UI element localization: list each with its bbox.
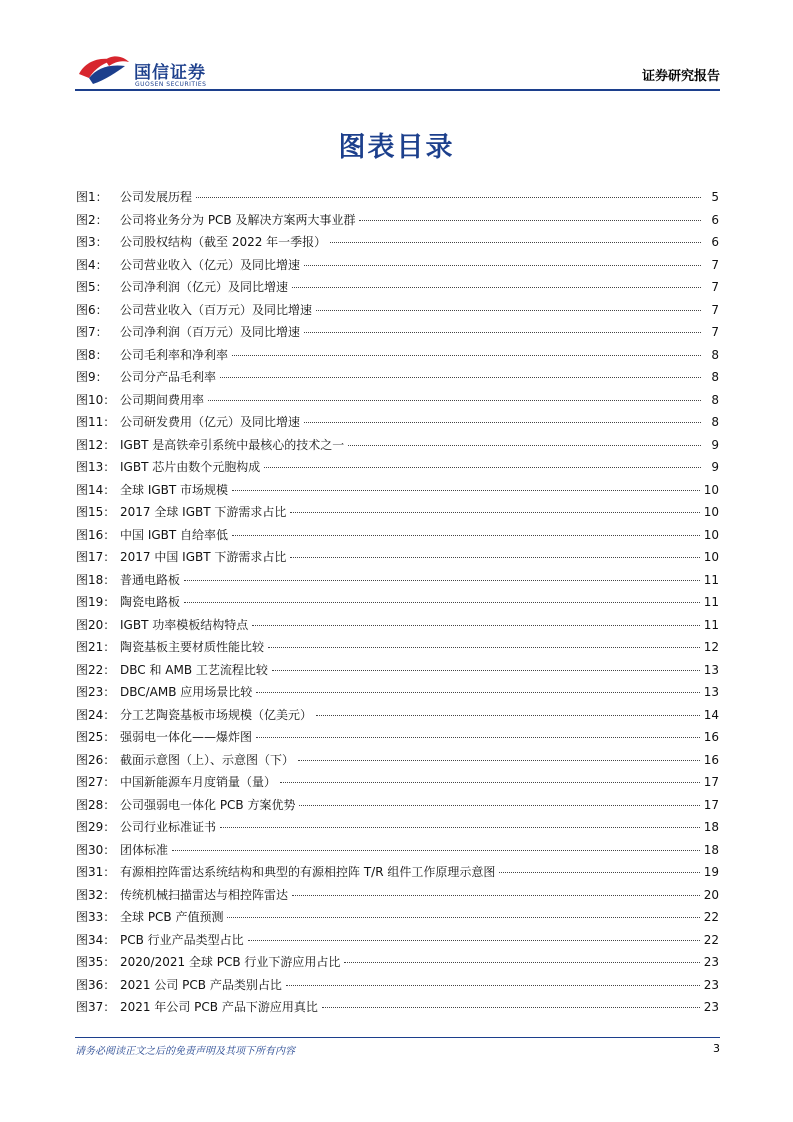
toc-figure-title[interactable]: PCB 行业产品类型占比 xyxy=(120,932,244,947)
toc-entry[interactable] xyxy=(76,344,719,367)
toc-figure-title[interactable]: 公司分产品毛利率 xyxy=(120,370,217,384)
toc-figure-title[interactable]: 传统机械扫描雷达与相控阵雷达 xyxy=(120,887,289,902)
toc-figure-title[interactable]: 2021 年公司 PCB 产品下游应用真比 xyxy=(120,1000,318,1014)
toc-figure-title[interactable]: 2017 中国 IGBT 下游需求占比 xyxy=(120,550,287,564)
toc-entry[interactable] xyxy=(76,861,719,884)
toc-page-number[interactable]: 11 xyxy=(703,595,719,609)
toc-entry[interactable] xyxy=(76,929,719,952)
toc-figure-title[interactable]: 陶瓷电路板 xyxy=(120,595,181,609)
toc-page-number[interactable]: 8 xyxy=(711,392,719,407)
toc-dot-leader xyxy=(256,692,699,693)
company-logo xyxy=(75,52,275,92)
toc-page-number[interactable]: 11 xyxy=(703,617,719,632)
toc-dot-leader xyxy=(248,940,700,941)
toc-figure-title[interactable]: 团体标准 xyxy=(120,842,169,857)
toc-figure-number: 图34： xyxy=(76,932,116,947)
header-divider xyxy=(75,89,720,91)
toc-page-number[interactable]: 9 xyxy=(711,437,719,452)
toc-figure-title[interactable]: IGBT 是高铁牵引系统中最核心的技术之一 xyxy=(120,437,345,452)
toc-figure-title[interactable]: DBC/AMB 应用场景比较 xyxy=(120,685,253,699)
toc-figure-title[interactable]: 截面示意图（上）、示意图（下） xyxy=(120,752,295,767)
toc-figure-number: 图22： xyxy=(76,662,116,677)
logo-chinese-name: 国信证券 xyxy=(134,63,206,83)
toc-page-number[interactable]: 18 xyxy=(703,820,719,834)
logo-english-name: GUOSEN SECURITIES xyxy=(135,81,207,88)
toc-figure-title[interactable]: 普通电路板 xyxy=(120,572,181,587)
toc-figure-title[interactable]: 公司强弱电一体化 PCB 方案优势 xyxy=(120,797,296,812)
toc-page-number[interactable]: 23 xyxy=(703,1000,719,1014)
toc-figure-title[interactable]: 公司股权结构（截至 2022 年一季报） xyxy=(120,235,327,249)
toc-entry[interactable] xyxy=(76,321,719,344)
toc-figure-number: 图21： xyxy=(76,640,116,654)
toc-dot-leader xyxy=(359,220,701,221)
toc-dot-leader xyxy=(184,580,700,581)
logo-mark-icon xyxy=(75,52,131,88)
toc-figure-number: 图20： xyxy=(76,617,116,632)
toc-dot-leader xyxy=(304,422,701,423)
toc-page-number[interactable]: 7 xyxy=(711,257,719,272)
toc-figure-title[interactable]: 公司营业收入（亿元）及同比增速 xyxy=(120,257,301,272)
toc-figure-number: 图33： xyxy=(76,910,116,924)
toc-page-number[interactable]: 8 xyxy=(711,370,719,384)
toc-figure-number: 图11： xyxy=(76,415,116,429)
toc-dot-leader xyxy=(232,490,700,491)
toc-figure-title[interactable]: 陶瓷基板主要材质性能比较 xyxy=(120,640,265,654)
toc-dot-leader xyxy=(208,400,701,401)
toc-figure-title[interactable]: 公司将业务分为 PCB 及解决方案两大事业群 xyxy=(120,212,356,227)
toc-dot-leader xyxy=(264,467,701,468)
toc-page-number[interactable]: 13 xyxy=(703,685,719,699)
toc-figure-title[interactable]: 中国 IGBT 自给率低 xyxy=(120,527,229,542)
toc-figure-number: 图35： xyxy=(76,955,116,969)
toc-figure-title[interactable]: 分工艺陶瓷基板市场规模（亿美元） xyxy=(120,707,313,722)
toc-figure-number: 图29： xyxy=(76,820,116,834)
toc-entry[interactable] xyxy=(76,546,719,569)
toc-entry[interactable] xyxy=(76,951,719,974)
toc-figure-number: 图26： xyxy=(76,752,116,767)
toc-dot-leader xyxy=(220,377,701,378)
toc-page-number[interactable]: 9 xyxy=(711,460,719,474)
toc-figure-number: 图8： xyxy=(76,347,108,362)
toc-figure-title[interactable]: IGBT 芯片由数个元胞构成 xyxy=(120,460,261,474)
toc-entry[interactable] xyxy=(76,231,719,254)
toc-figure-number: 图2： xyxy=(76,212,108,227)
toc-entry[interactable] xyxy=(76,816,719,839)
toc-entry[interactable] xyxy=(76,636,719,659)
toc-dot-leader xyxy=(290,557,699,558)
toc-entry[interactable] xyxy=(76,186,719,209)
toc-entry[interactable] xyxy=(76,569,719,592)
toc-figure-number: 图1： xyxy=(76,190,108,204)
toc-entry[interactable] xyxy=(76,771,719,794)
footer-disclaimer: 请务必阅读正文之后的免责声明及其项下所有内容 xyxy=(75,1046,295,1057)
toc-page-number[interactable]: 7 xyxy=(711,325,719,339)
toc-page-number[interactable]: 11 xyxy=(703,572,719,587)
toc-figure-number: 图36： xyxy=(76,977,116,992)
toc-figure-number: 图3： xyxy=(76,235,108,249)
toc-figure-number: 图12： xyxy=(76,437,116,452)
toc-figure-number: 图14： xyxy=(76,482,116,497)
toc-dot-leader xyxy=(252,625,700,626)
toc-dot-leader xyxy=(304,265,701,266)
toc-page-number[interactable]: 7 xyxy=(711,302,719,317)
toc-dot-leader xyxy=(316,715,700,716)
toc-dot-leader xyxy=(330,242,701,243)
toc-dot-leader xyxy=(256,737,700,738)
toc-figure-number: 图37： xyxy=(76,1000,116,1014)
toc-page-number[interactable]: 10 xyxy=(703,527,719,542)
toc-page-number[interactable]: 20 xyxy=(703,887,719,902)
toc-figure-title[interactable]: 公司发展历程 xyxy=(120,190,193,204)
toc-dot-leader xyxy=(196,197,701,198)
toc-entry[interactable] xyxy=(76,884,719,907)
toc-entry[interactable] xyxy=(76,704,719,727)
toc-entry[interactable] xyxy=(76,254,719,277)
toc-page-number[interactable]: 22 xyxy=(703,910,719,924)
toc-dot-leader xyxy=(499,872,699,873)
toc-dot-leader xyxy=(172,850,700,851)
toc-figure-title[interactable]: 全球 PCB 产值预测 xyxy=(120,910,224,924)
toc-dot-leader xyxy=(292,287,701,288)
toc-page-number[interactable]: 7 xyxy=(711,280,719,294)
toc-figure-number: 图10： xyxy=(76,392,116,407)
toc-figure-number: 图16： xyxy=(76,527,116,542)
toc-figure-title[interactable]: 公司研发费用（亿元）及同比增速 xyxy=(120,415,301,429)
report-type-label: 证券研究报告 xyxy=(641,69,720,84)
toc-figure-title[interactable]: 2017 全球 IGBT 下游需求占比 xyxy=(120,505,287,519)
toc-figure-title[interactable]: 公司行业标准证书 xyxy=(120,820,217,834)
toc-page-number[interactable]: 6 xyxy=(711,212,719,227)
toc-page-number[interactable]: 12 xyxy=(703,640,719,654)
toc-figure-title[interactable]: 公司毛利率和净利率 xyxy=(120,347,229,362)
footer-divider xyxy=(75,1037,720,1038)
toc-page-number[interactable]: 17 xyxy=(703,797,719,812)
toc-page-number[interactable]: 22 xyxy=(703,932,719,947)
toc-page-number[interactable]: 23 xyxy=(703,955,719,969)
toc-page-number[interactable]: 19 xyxy=(703,865,719,879)
toc-dot-leader xyxy=(290,512,699,513)
toc-figure-title[interactable]: 2020/2021 全球 PCB 行业下游应用占比 xyxy=(120,955,341,969)
toc-figure-title[interactable]: 公司营业收入（百万元）及同比增速 xyxy=(120,302,313,317)
toc-dot-leader xyxy=(232,535,700,536)
toc-figure-number: 图5： xyxy=(76,280,108,294)
toc-figure-number: 图18： xyxy=(76,572,116,587)
toc-page-number[interactable]: 5 xyxy=(711,190,719,204)
toc-figure-title[interactable]: 有源相控阵雷达系统结构和典型的有源相控阵 T/R 组件工作原理示意图 xyxy=(120,865,496,879)
toc-entry[interactable] xyxy=(76,681,719,704)
toc-entry[interactable] xyxy=(76,974,719,997)
toc-entry[interactable] xyxy=(76,501,719,524)
toc-dot-leader xyxy=(298,760,700,761)
toc-figure-number: 图24： xyxy=(76,707,116,722)
toc-entry[interactable] xyxy=(76,411,719,434)
toc-entry[interactable] xyxy=(76,906,719,929)
toc-entry[interactable] xyxy=(76,366,719,389)
toc-entry[interactable] xyxy=(76,794,719,817)
toc-figure-number: 图30： xyxy=(76,842,116,857)
toc-entry[interactable] xyxy=(76,299,719,322)
toc-figure-number: 图28： xyxy=(76,797,116,812)
toc-entry[interactable] xyxy=(76,434,719,457)
toc-page-number[interactable]: 18 xyxy=(703,842,719,857)
toc-page-number[interactable]: 16 xyxy=(703,752,719,767)
toc-dot-leader xyxy=(292,895,700,896)
toc-entry[interactable] xyxy=(76,389,719,412)
toc-dot-leader xyxy=(286,985,700,986)
toc-page-number[interactable]: 16 xyxy=(703,730,719,744)
toc-figure-title[interactable]: 强弱电一体化——爆炸图 xyxy=(120,730,253,744)
toc-entry[interactable] xyxy=(76,456,719,479)
toc-page-number[interactable]: 10 xyxy=(703,550,719,564)
toc-page-number[interactable]: 14 xyxy=(703,707,719,722)
toc-figure-title[interactable]: 全球 IGBT 市场规模 xyxy=(120,482,229,497)
toc-dot-leader xyxy=(348,445,701,446)
toc-figure-title[interactable]: 公司净利润（百万元）及同比增速 xyxy=(120,325,301,339)
toc-dot-leader xyxy=(299,805,699,806)
toc-dot-leader xyxy=(304,332,701,333)
toc-figure-title[interactable]: 中国新能源车月度销量（量） xyxy=(120,775,277,789)
toc-figure-title[interactable]: 公司净利润（亿元）及同比增速 xyxy=(120,280,289,294)
page-title: 图表目录 xyxy=(338,132,455,163)
toc-figure-number: 图6： xyxy=(76,302,108,317)
toc-page-number[interactable]: 10 xyxy=(703,505,719,519)
toc-entry[interactable] xyxy=(76,614,719,637)
toc-figure-number: 图25： xyxy=(76,730,116,744)
toc-dot-leader xyxy=(322,1007,700,1008)
toc-dot-leader xyxy=(272,670,700,671)
toc-figure-number: 图27： xyxy=(76,775,116,789)
toc-entry[interactable] xyxy=(76,996,719,1019)
toc-figure-number: 图17： xyxy=(76,550,116,564)
toc-page-number[interactable]: 13 xyxy=(703,662,719,677)
toc-figure-title[interactable]: 2021 公司 PCB 产品类别占比 xyxy=(120,977,282,992)
toc-page-number[interactable]: 8 xyxy=(711,415,719,429)
page-number: 3 xyxy=(713,1042,720,1055)
toc-dot-leader xyxy=(316,310,701,311)
toc-figure-title[interactable]: 公司期间费用率 xyxy=(120,392,205,407)
toc-figure-number: 图19： xyxy=(76,595,116,609)
toc-dot-leader xyxy=(344,962,699,963)
toc-dot-leader xyxy=(232,355,701,356)
toc-page-number[interactable]: 17 xyxy=(703,775,719,789)
toc-figure-number: 图9： xyxy=(76,370,108,384)
toc-figure-title[interactable]: DBC 和 AMB 工艺流程比较 xyxy=(120,662,268,677)
page-header xyxy=(75,50,720,90)
toc-figure-number: 图13： xyxy=(76,460,116,474)
toc-entry[interactable] xyxy=(76,591,719,614)
toc-entry[interactable] xyxy=(76,479,719,502)
figure-list xyxy=(76,186,719,1019)
toc-dot-leader xyxy=(220,827,700,828)
toc-page-number[interactable]: 23 xyxy=(703,977,719,992)
toc-figure-number: 图15： xyxy=(76,505,116,519)
toc-entry[interactable] xyxy=(76,726,719,749)
toc-entry[interactable] xyxy=(76,839,719,862)
toc-figure-number: 图31： xyxy=(76,865,116,879)
toc-dot-leader xyxy=(280,782,700,783)
toc-figure-number: 图4： xyxy=(76,257,108,272)
toc-figure-number: 图7： xyxy=(76,325,108,339)
toc-entry[interactable] xyxy=(76,659,719,682)
toc-dot-leader xyxy=(268,647,700,648)
toc-figure-number: 图23： xyxy=(76,685,116,699)
toc-dot-leader xyxy=(184,602,700,603)
toc-entry[interactable] xyxy=(76,276,719,299)
toc-entry[interactable] xyxy=(76,209,719,232)
toc-figure-number: 图32： xyxy=(76,887,116,902)
toc-entry[interactable] xyxy=(76,524,719,547)
toc-dot-leader xyxy=(227,917,699,918)
toc-page-number[interactable]: 6 xyxy=(711,235,719,249)
toc-page-number[interactable]: 8 xyxy=(711,347,719,362)
toc-page-number[interactable]: 10 xyxy=(703,482,719,497)
toc-entry[interactable] xyxy=(76,749,719,772)
toc-figure-title[interactable]: IGBT 功率模板结构特点 xyxy=(120,617,249,632)
